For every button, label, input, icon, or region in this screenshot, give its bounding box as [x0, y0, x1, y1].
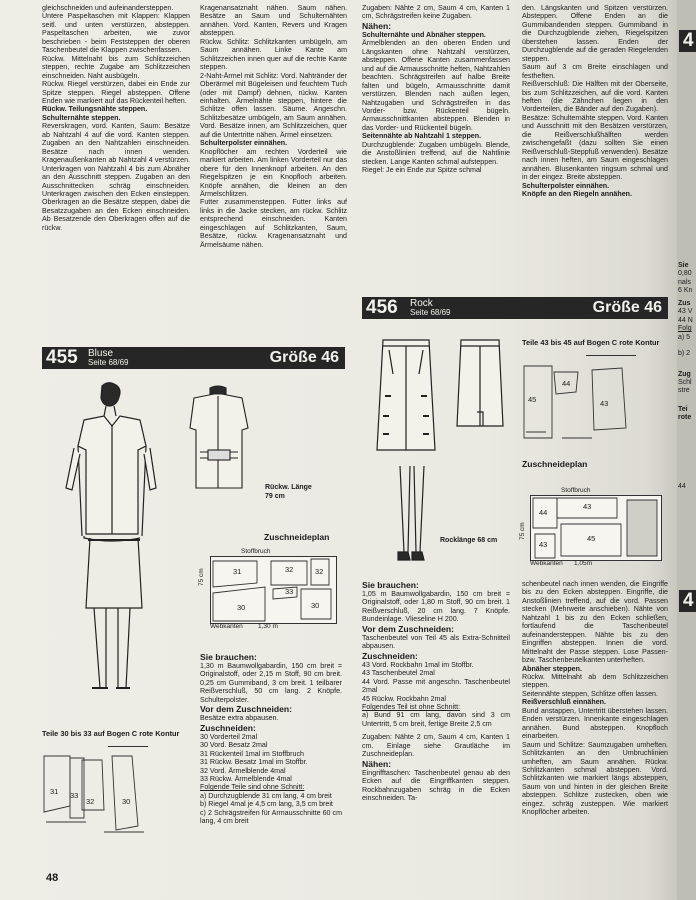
paragraph: Folgendes Teil ist ohne Schnitt:	[362, 702, 461, 711]
paragraph: Schulterpolster einnähen.	[522, 181, 610, 190]
pattern-header-456	[362, 297, 668, 319]
pattern-number: 455	[46, 347, 78, 368]
paragraph: Schulternähte und Abnäher steppen.	[362, 30, 486, 39]
paragraph: Rückw. Mittelnaht ab dem Schlitzzeichen steppen.	[522, 672, 668, 690]
part-number: 43	[583, 502, 592, 511]
paragraph: Saum und Schlitze: Saumzugaben umheften. Schlitzkanten an den Umbruchlinien umheften, am Saum annähen. Rückw. Schlitzkanten schmal absteppen. Vord. Schlitzkanten wie markiert längs absteppen, Saum von und hinten in der gleichen Breite absteppen. Schlitze zustecken, oben wie eingez. schräg zusteppen. Wie markiert Knopflöcher arbeiten.	[522, 740, 668, 817]
red-contour-line	[586, 355, 636, 356]
pattern-page-ref: Seite 68/69	[410, 308, 451, 317]
paragraph: Rückw. Mittelnaht bis zum Schlitzzeichen steppen, rechte Zugabe am Schlitzzeichen einschneiden. Naht ausbügeln.	[42, 54, 190, 80]
heading: Sie brauchen:	[200, 652, 257, 662]
part-number: 43	[600, 399, 609, 408]
paragraph: Untere Paspeltaschen mit Klappen: Klappen seitl. und unten verstürzen, absteppen. Paspeltaschen arbeiten, wie zuvor beschrieben - beim Feststeppen der oberen Taschenbeutel die Klappen zwischenfassen.	[42, 12, 190, 55]
text-column-3	[362, 4, 510, 175]
blouse-front-illustration	[54, 380, 164, 710]
paragraph: Rückw. Teilungsnähte steppen.	[42, 105, 148, 114]
paragraph: gleichschneiden und aufeinandersteppen.	[42, 4, 174, 12]
part-number: 31	[50, 787, 59, 796]
paragraph: Riegel: Je ein Ende zur Spitze schmal	[362, 166, 482, 175]
paragraph: 2-Naht-Ärmel mit Schlitz: Vord. Nahtränder der Oberärmel mit Bügeleisen und feuchtem Tuch (oder mit Dampf) dehnen, rückw. Kanten einhalten. Ärmelnähte steppen, hintere die Schlitze offen lassen. Säume. Angeschn. Schlitzbesätze umbügeln, am Saum annähen. Vord. Besätze innen, am Schlitzzeichen, quer auf die Untertritte nähen. Ärmel einsetzen.	[200, 71, 347, 139]
selvage-label: Webkanten	[210, 623, 243, 630]
pattern-pieces-455	[42, 752, 152, 840]
parts-reference-455: Teile 30 bis 33 auf Bogen C rote Kontur	[42, 729, 180, 738]
pattern-page-ref: Seite 68/69	[88, 358, 129, 367]
list-item: 32 Vord. Ärmelblende 4mal	[200, 766, 286, 775]
part-number: 33	[285, 587, 294, 596]
list-item: a) Durchzugblende 31 cm lang, 4 cm breit	[200, 791, 332, 800]
paragraph: Rückw. Schlitz: Schlitzkanten umbügeln, am Saum annähen. Linke Kante am Schlitzzeichen innen quer auf die rechte Kante steppen.	[200, 37, 347, 72]
paragraph: Zugaben: Nähte 2 cm, Saum 4 cm, Kanten 1 cm. Einlage siehe Grautläche im Zuschneideplan.	[362, 733, 510, 759]
pattern-name: Bluse	[88, 348, 114, 359]
paragraph: Reverskragen, vord. Kanten, Saum: Besätze ab Nahtzahl 4 auf die vord. Kanten steppen. Zugaben an den Nahtzahlen einschneiden. Besätze nach innen wenden. Kragenaußenkanten ab Nahtzahl 4 verstürzen. Unterkragen von Nahtzahl 4 bis zum Abnäher an den Ausschnitt steppen. Zugaben an den Ausschnittecken schräg einschneiden. Unterkragen zwischen den Ecken einsteppen. Oberkragen an die Besätze steppen, dabei die Besatzzugaben an den Ecken einschneiden. Ab Besatzende den Oberkragen offen auf die rückw.	[42, 122, 190, 232]
paragraph: den. Längskanten und Spitzen verstürzen. Absteppen. Offene Enden an die Gummibandenden steppen. Gummiband in die Durchzugblende ziehen, Riegelspitzen überstehen lassen. Enden der Durchzugblende auf die geraden Riegelenden steppen.	[522, 4, 668, 63]
list-item: 45 Rückw. Rockbahn 2mal	[362, 694, 446, 703]
paragraph: Durchzugblende: Zugaben umbügeln. Blende, die Anstoßlinien treffend, auf die Nahtlinie stecken. Lange Kanten schmal aufsteppen.	[362, 140, 510, 166]
selvage-length: 1,05m	[574, 560, 593, 567]
parts-reference-456: Teile 43 bis 45 auf Bogen C rote Kontur	[522, 338, 660, 347]
heading: Nähen:	[362, 758, 392, 769]
list-item: b) Riegel 4mal je 4,5 cm lang, 3,5 cm breit	[200, 800, 333, 809]
list-item: 43 Taschenbeutel 2mal	[362, 669, 435, 678]
part-number: 30	[237, 603, 246, 612]
selvage-label: Webkanten	[530, 560, 563, 567]
part-number: 30	[311, 601, 320, 610]
pattern-size: Größe 46	[269, 349, 339, 366]
back-length-value: 79 cm	[265, 493, 285, 500]
cutting-plan-heading: Zuschneideplan	[522, 459, 588, 469]
part-number: 32	[315, 567, 324, 576]
text-column-4	[522, 4, 668, 198]
selvage-length: 1,30 m	[258, 623, 278, 630]
part-number: 45	[587, 534, 596, 543]
heading: Zuschneiden:	[200, 722, 256, 733]
skirt-length-label: Rocklänge 68 cm	[440, 537, 498, 544]
part-number: 43	[539, 540, 548, 549]
skirt-back-illustration	[455, 336, 505, 466]
paragraph: Abnäher steppen.	[522, 664, 582, 673]
page-number: 48	[46, 872, 59, 884]
cutting-plan-heading: Zuschneideplan	[264, 532, 330, 542]
height-label: 75 cm	[198, 568, 205, 586]
fold-label: Stoffbruch	[241, 548, 271, 555]
paragraph: schenbeutel nach innen wenden, die Eingriffe bis zu den Ecken absteppen. Eingriffe, die Anstoßlinien treffend, auf die vord. Passen stecken (Mehrweite anschieben). Nähte von Nahtzahl 1 bis zu den Ecken schließen, fortlaufend die Taschenbeutel aufeinandersteppen. Nähte bis zu den Eingriffen absteppen. Innen die vord. Mittelnaht der Passe steppen. Lose Passen- bzw. Taschenbeutelkanten unterheften.	[522, 580, 668, 665]
paragraph: Reißverschluß: Die Hälften mit der Oberseite, bis zum Schlitzzeichen, auf die vord. Kanten heften (die Zähnchen liegen in den Vorderteilen, die Bänder auf den Zugaben).	[522, 80, 668, 114]
paragraph: Zugaben: Nähte 2 cm, Saum 4 cm, Kanten 1 cm, Schrägstreifen keine Zugaben.	[362, 4, 510, 21]
pattern-pieces-456	[522, 362, 638, 442]
heading: Vor dem Zuschneiden:	[200, 704, 292, 715]
part-number: 44	[562, 379, 571, 388]
heading: Zuschneiden:	[362, 650, 418, 661]
list-item: c) 2 Schrägstreifen für Armausschnitte 60 cm lang, 4 cm breit	[200, 808, 342, 826]
text-column-6	[522, 580, 668, 817]
pattern-name: Rock	[410, 298, 433, 309]
paragraph: Knöpfe an den Riegeln annähen.	[522, 189, 632, 198]
paragraph: Seitennähte steppen, Schlitze offen lassen.	[522, 689, 658, 698]
part-number: 30	[122, 797, 131, 806]
list-item: 31 Rückenteil 1mal im Stoffbruch	[200, 749, 304, 758]
paragraph: 1,30 m Baumwollgabardin, 150 cm breit = Originalstoff, oder 2,15 m Stoff, 90 cm breit. 0,25 cm Gummiband, 3 cm breit. 1 teilbarer Reißverschluß, 50 cm lang. 2 Knöpfe. Schulterpolster.	[200, 662, 342, 704]
cutting-layout	[531, 496, 661, 560]
paragraph: Besätze: Schulternähte steppen. Vord. Kanten und Ausschnitt mit den Besätzen verstürzen, die Reißverschlußhälften werden zwischengefaßt (dazu sollten Sie einen Reißverschluß-Steppfuß verwenden). Besätze nach innen heften, am Saum eingeschlagen annähen. Blusenkanten ringsum schmal und in der eingez. Breite absteppen.	[522, 113, 668, 182]
cutting-plan-455	[210, 548, 337, 624]
list-item: 30 Vord. Besatz 2mal	[200, 741, 268, 750]
text-column-1	[42, 4, 190, 232]
paragraph: Seitennähte ab Nahtzahl 1 steppen.	[362, 132, 482, 141]
cutting-plan-456	[530, 487, 662, 561]
pattern-number: 456	[366, 297, 398, 318]
list-item: 44 Vord. Passe mit angeschn. Taschenbeutel 2mal	[362, 677, 510, 695]
materials-456	[362, 580, 510, 803]
height-label: 75 cm	[519, 522, 526, 540]
red-contour-line	[108, 746, 148, 747]
paragraph: Reißverschluß einnähen.	[522, 698, 606, 707]
paragraph: Knopflöcher am rechten Vorderteil wie markiert arbeiten. Am linken Vorderteil nur das obere für den Innenknopf arbeiten. An den Riegelspitzen je ein Knopfloch arbeiten. Knöpfe annähen, die kleinen an den Ärmelschlitzen.	[200, 147, 347, 198]
paragraph: Schulternähte steppen.	[42, 113, 121, 122]
legs-illustration	[380, 466, 440, 566]
next-page-text: Sie 0,80 nals 6 Kn Zus 43 V 44 N Folg a) 5 b) 2 Zug Schl stre Tei rote 44	[678, 262, 693, 490]
heading: Sie brauchen:	[362, 580, 419, 590]
pattern-size: Größe 46	[592, 299, 662, 316]
paragraph: Folgende Teile sind ohne Schnitt:	[200, 783, 305, 792]
list-item: 33 Rückw. Ärmelblende 4mal	[200, 774, 292, 783]
paragraph: Futter zusammensteppen. Futter links auf links in die Jacke stecken, am rückw. Schlitz entsprechend einschneiden. Kanten eingeschlagen auf Schlitzkanten, Saum, Besätze, rückw. Kragenansatznaht und Ärmelsäume nähen.	[200, 198, 347, 249]
paragraph: Taschenbeutel von Teil 45 als Extra-Schnitteil abpausen.	[362, 633, 510, 651]
paragraph: Saum auf 3 cm Breite einschlagen und festheften.	[522, 63, 668, 80]
next-page-header: 4	[679, 30, 696, 52]
blouse-back-illustration	[186, 382, 252, 492]
paragraph: Kragenansatznaht nähen. Saum nähen. Besätze an Saum und Schulternähten annähen. Vord. Kanten, Revers und Kragen absteppen.	[200, 4, 347, 38]
list-item: a) Bund 91 cm lang, davon sind 3 cm Untertritt, 5 cm breit, fertige Breite 2,5 cm	[362, 711, 510, 728]
paragraph: Ärmelblenden an den oberen Enden und Längskanten ohne Nahtzahl verstürzen, absteppen. Offene Kanten zusammenfassen und auf die Armausschnitte heften, Nahtzahlen beachten. Schrägstreifen auf halbe Breite falten und bügeln, Armausschnitte damit verstürzen. Blenden nach außen legen, Nahtzugaben und Schrägstreifen in das Vorder- bzw. Rückenteil bügeln. Armausschnittkanten absteppen. Blenden in das Vorder- und Rückenteil bügeln.	[362, 39, 510, 132]
part-number: 31	[233, 567, 242, 576]
list-item: 30 Vorderteil 2mal	[200, 732, 258, 741]
next-page-header: 4	[679, 590, 696, 612]
text-column-2	[200, 4, 347, 249]
next-page-strip	[677, 0, 696, 900]
materials-455	[200, 652, 342, 826]
paragraph: 1,05 m Baumwollgabardin, 150 cm breit = Originalstoff, oder 1,80 m Stoff, 90 cm breit. 1 Reißverschluß, 20 cm lang. 7 Knöpfe. Bundeinlage. Vlieseline H 200.	[362, 590, 510, 624]
paragraph: Bund anstappen, Untertritt überstehen lassen. Enden verstürzen. Innenkante eingeschlagen annähen. Bund absteppen. Knopfloch einarbeiten.	[522, 706, 668, 741]
heading: Vor dem Zuschneiden:	[362, 623, 454, 634]
part-number: 44	[539, 508, 548, 517]
paragraph: Schulterpolster einnähen.	[200, 139, 288, 148]
part-number: 33	[70, 791, 79, 800]
list-item: 43 Vord. Rockbahn 1mal im Stoffbr.	[362, 660, 474, 669]
paragraph: Rückw. Riegel verstürzen, dabei ein Ende zur Spitze steppen. Riegel absteppen. Offene Enden wie markiert auf das Rückenteil heften.	[42, 80, 190, 105]
part-number: 32	[285, 565, 294, 574]
skirt-front-illustration	[375, 336, 437, 466]
paragraph: Besätze extra abpausen.	[200, 714, 279, 723]
fold-label: Stoffbruch	[561, 487, 591, 494]
list-item: 31 Rückw. Besatz 1mal im Stoffbr.	[200, 758, 308, 767]
heading: Nähen:	[362, 20, 392, 31]
part-number: 45	[528, 395, 537, 404]
pattern-header-455	[42, 347, 345, 369]
paragraph: Eingrifftaschen: Taschenbeutel genau ab den Ecken auf die Eingriffkanten steppen. Rockbahnzugaben schräg in die Ecken einschneiden. Ta-	[362, 768, 510, 803]
part-number: 32	[86, 797, 95, 806]
back-length-label: Rückw. Länge	[265, 484, 312, 491]
